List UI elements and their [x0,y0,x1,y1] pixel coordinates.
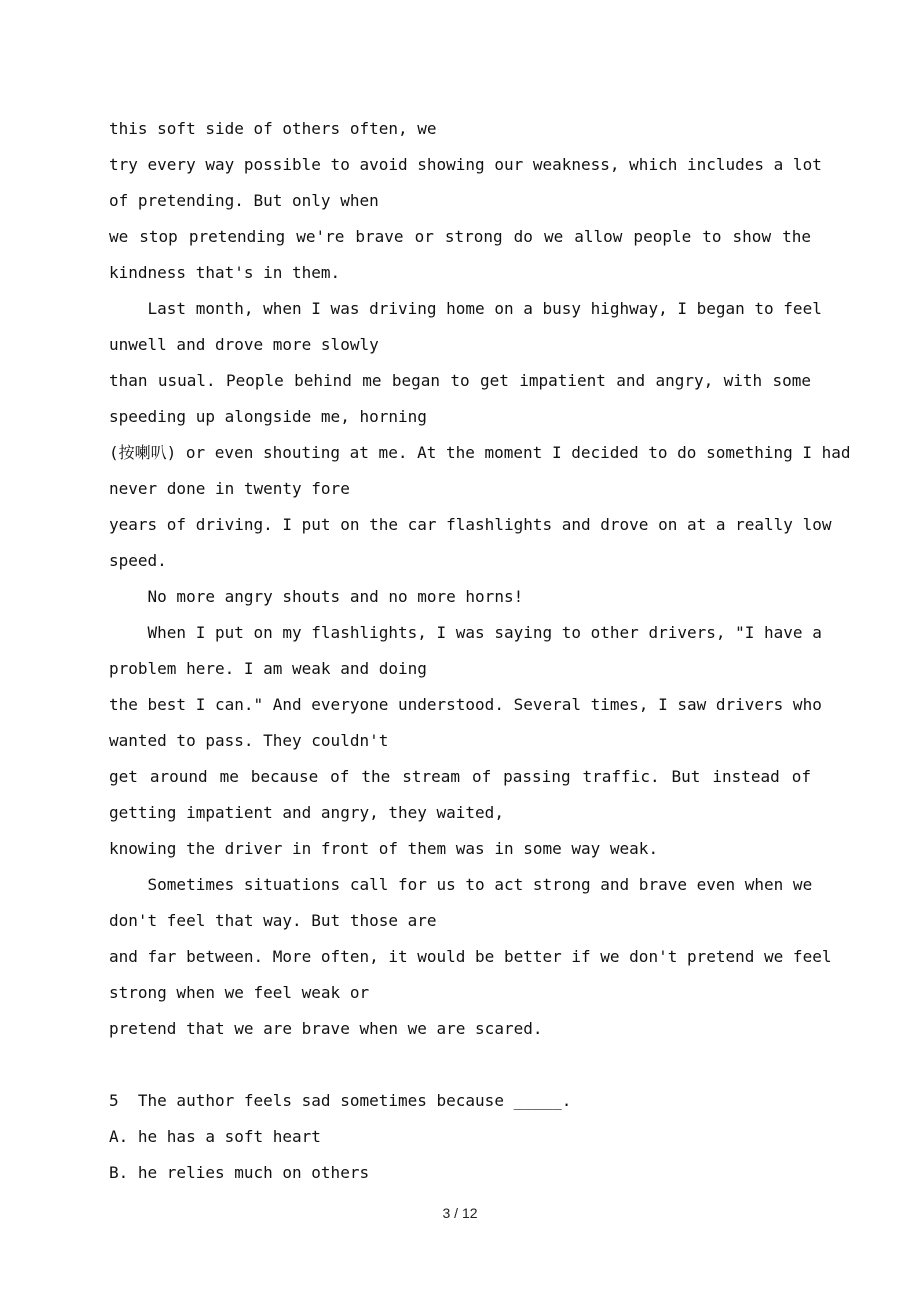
text-line: and far between. More often, it would be better if we don't pretend we feel [109,947,832,966]
text-line: never done in twenty fore [109,479,350,498]
text-line: speeding up alongside me, horning [109,407,427,426]
text-line: the best I can." And everyone understood. Several times, I saw drivers who [109,695,822,714]
text-line: get around me because of the stream of passing traffic. But instead of [109,767,811,786]
text-line: we stop pretending we're brave or strong do we allow people to show the [109,227,811,246]
text-line: strong when we feel weak or [109,983,370,1002]
text-line: wanted to pass. They couldn't [109,731,389,750]
text-line: Last month, when I was driving home on a busy highway, I began to feel [109,299,822,318]
text-line: don't feel that way. But those are [109,911,437,930]
text-line: of pretending. But only when [109,191,379,210]
text-line: When I put on my flashlights, I was saying to other drivers, "I have a [109,623,822,642]
page-number: 3 / 12 [442,1205,478,1221]
answer-option-b: B. he relies much on others [109,1163,370,1182]
answer-option-a: A. he has a soft heart [109,1127,321,1146]
text-line: speed. [109,551,167,570]
text-line: try every way possible to avoid showing our weakness, which includes a lot [109,155,822,174]
text-line: (按喇叭) or even shouting at me. At the moment I decided to do something I had [109,443,851,462]
blank-line [109,1047,811,1083]
text-line: unwell and drove more slowly [109,335,379,354]
question-stem: 5 The author feels sad sometimes because _____. [109,1091,572,1110]
text-line: problem here. I am weak and doing [109,659,427,678]
text-line: knowing the driver in front of them was in some way weak. [109,839,659,858]
text-line: No more angry shouts and no more horns! [109,587,524,606]
text-line: years of driving. I put on the car flashlights and drove on at a really low [109,515,832,534]
text-line: getting impatient and angry, they waited, [109,803,504,822]
text-line: pretend that we are brave when we are scared. [109,1019,543,1038]
text-line: Sometimes situations call for us to act strong and brave even when we [109,875,813,894]
text-line: kindness that's in them. [109,263,341,282]
text-line: than usual. People behind me began to get impatient and angry, with some [109,371,811,390]
text-line: this soft side of others often, we [109,119,437,138]
